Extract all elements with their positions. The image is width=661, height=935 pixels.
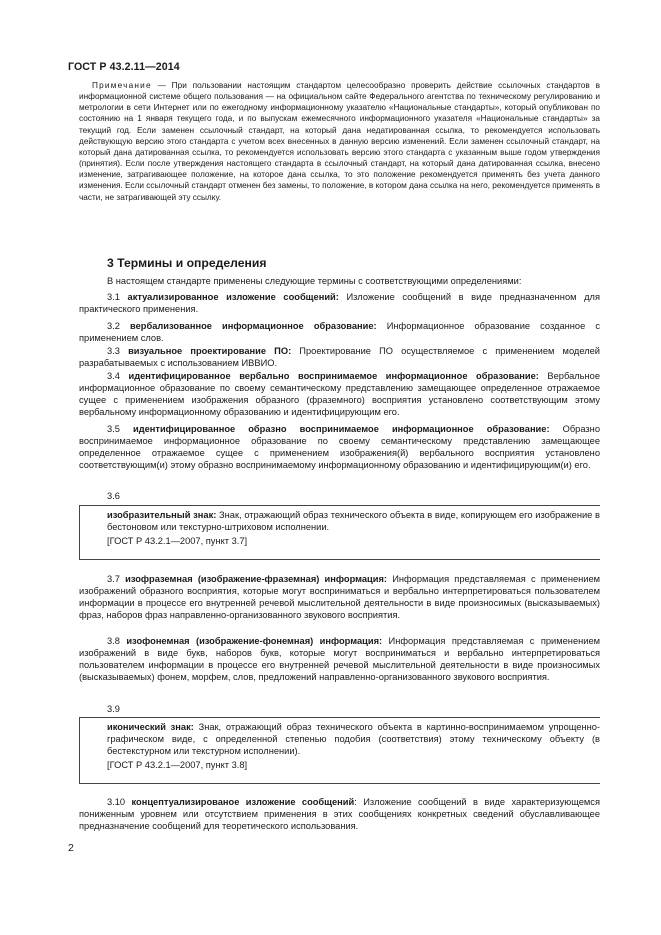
- note-label: Примечание: [92, 81, 152, 90]
- term-3-6: [80, 509, 600, 533]
- term-3-9: [80, 721, 600, 757]
- term-3-6-number: 3.6: [107, 491, 120, 501]
- term-definition: Изложение сообщений в виде предназначенном для практического применения.: [79, 292, 600, 315]
- term-3-1: [79, 291, 600, 315]
- reference-note: [79, 80, 600, 203]
- term-3-3: [79, 345, 600, 369]
- term-name: идентифицированное образно воспринимаемое информационное образование:: [133, 424, 550, 434]
- term-3-9-box: [79, 717, 600, 784]
- term-definition: : Изложение сообщений в виде характеризующемся пониженным уровнем или отсутствием применения в этих сообщениях конкретных сведений обуславливающее предназначение сообщений для теоретического использования.: [79, 797, 600, 832]
- term-name: вербализованное информационное образование:: [130, 321, 377, 331]
- section-title: 3 Термины и определения: [107, 256, 267, 270]
- term-definition: Знак, отражающий образ технического объекта в картинно-воспринимаемом упрощенно-графическом виде, с определенной степенью подобия (соответствия) этому техническому объекту (в бестекстурном или текстурном исполнении).: [107, 722, 600, 757]
- term-source: [ГОСТ Р 43.2.1—2007, пункт 3.7]: [107, 536, 248, 547]
- term-name: иконический знак:: [107, 722, 194, 732]
- term-definition: Информация представляемая с применением изображений в виде букв, наборов букв, которые могут восприниматься и вербально интерпретироваться пользователем информации в процессе его внутренней речевой мыслительной деятельности в виде произносимых (высказываемых) фонем, морфем, слов, предложений направленно-организованного звукового восприятия.: [79, 636, 601, 683]
- term-definition: Информационное образование созданное с применением слов.: [79, 321, 601, 344]
- page-number: 2: [68, 842, 74, 854]
- term-name: актуализированное изложение сообщений:: [127, 292, 339, 302]
- term-3-6-box: [79, 505, 600, 560]
- document-header: ГОСТ Р 43.2.11—2014: [68, 61, 180, 73]
- term-name: идентифицированное вербально воспринимаемое информационное образование:: [128, 371, 539, 381]
- section-intro: В настоящем стандарте применены следующие термины с соответствующими определениями:: [107, 276, 522, 286]
- note-text: — При пользовании настоящим стандартом целесообразно проверить действие ссылочных стандартов в информационной системе общего пользования — на официальном сайте Федерального агентства по техническому регулированию и метрологии в сети Интернет или по ежегодному информационному указателю «Национальные стандарты», который опубликован по состоянию на 1 января текущего года, и по выпускам ежемесячного информационного указателя «Национальные стандарты» за текущий год. Если заменен ссылочный стандарт, на который дана недатированная ссылка, то рекомендуется использовать действующую версию этого стандарта с учетом всех внесенных в данную версию изменений. Если заменен ссылочный стандарт, на который дана датированная ссылка, то рекомендуется использовать версию этого стандарта с указанным выше годом утверждения (принятия). Если после утверждения настоящего стандарта в ссылочный стандарт, на который дана датированная ссылка, внесено изменение, затрагивающее положение, на которое дана ссылка, то это положение рекомендуется применять без учета данного изменения. Если ссылочный стандарт отменен без замены, то положение, в котором дана ссылка на него, рекомендуется применять в части, не затрагивающей эту ссылку.: [79, 81, 600, 202]
- term-definition: Информация представляемая с применением изображений образного восприятия, которые могут восприниматься и вербально интерпретироваться пользователем информации в процессе его внутренней речевой мыслительной деятельности в виде произносимых (высказываемых) фраз, наборов фраз направленно-организованного звукового восприятия.: [79, 574, 601, 621]
- term-3-8: [79, 635, 600, 684]
- term-3-9-number: 3.9: [107, 704, 120, 714]
- term-number: 3.10: [107, 797, 132, 807]
- term-number: 3.7: [107, 574, 126, 584]
- term-name: изофраземная (изображение-фраземная) информация:: [125, 574, 388, 584]
- term-number: 3.1: [107, 292, 128, 302]
- term-source: [ГОСТ Р 43.2.1—2007, пункт 3.8]: [107, 760, 248, 771]
- term-name: изофонемная (изображение-фонемная) информация:: [126, 636, 383, 646]
- term-definition: Проектирование ПО осуществляемое с применением моделей разрабатываемых с использованием ИВВИО.: [79, 346, 600, 369]
- term-3-7: [79, 573, 600, 622]
- term-3-4: [79, 370, 600, 419]
- term-definition: Образно воспринимаемое информационное образование по своему семантическому представлению замещающее определенное отражаемое сущее с применением изображения(й) вербального восприятия установлено соответствующим(и) этому образно воспринимаемому информационному образованию и идентифицирующим(и) его.: [79, 424, 600, 471]
- term-3-2: [79, 320, 600, 344]
- term-name: концептуализированое изложение сообщений: [131, 797, 355, 807]
- term-3-10: [79, 796, 600, 832]
- term-3-5: [79, 423, 600, 472]
- term-definition: Вербальное информационное образование по своему семантическому представлению замещающее определенное отражаемое сущее с применением изображения образного (фраземного) восприятия установлено соответствующим этому вербальному информационному образованию и идентифицирующим его.: [79, 371, 600, 418]
- term-definition: Знак, отражающий образ технического объекта в виде, копирующем его изображение в бестоновом или текстурно-штриховом исполнении.: [107, 510, 600, 533]
- term-name: изобразительный знак:: [107, 510, 217, 520]
- term-number: 3.3: [107, 346, 129, 356]
- term-number: 3.8: [107, 636, 127, 646]
- term-number: 3.4: [107, 371, 129, 381]
- term-number: 3.2: [107, 321, 131, 331]
- term-name: визуальное проектирование ПО:: [128, 346, 292, 356]
- term-number: 3.5: [107, 424, 134, 434]
